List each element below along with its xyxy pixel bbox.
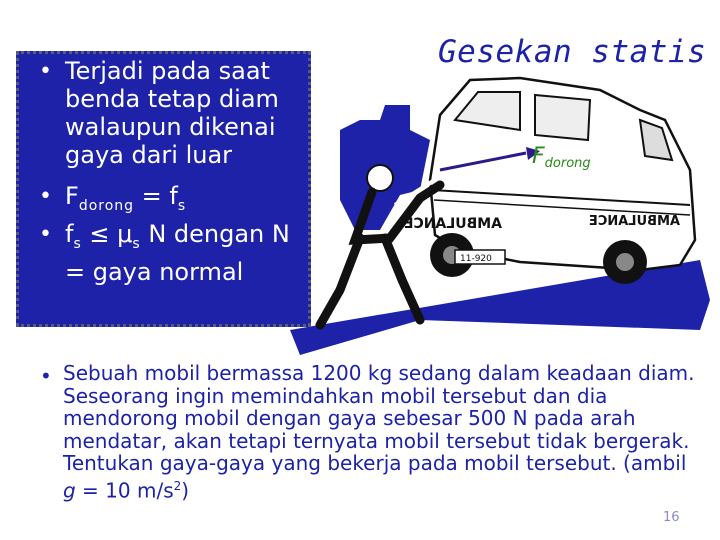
list-item: • $f_s \le \mu_s$ N dengan N = gaya normal (39, 220, 290, 286)
force-label: Fdorong (532, 144, 591, 171)
bullet-icon: • (39, 222, 52, 247)
concept-panel (16, 51, 311, 327)
list-item: • $F_{dorong} = f_s$ (39, 182, 187, 214)
problem-text: Sebuah mobil bermassa 1200 kg sedang dalam keadaan diam. Seseorang ingin memindahkan mobil tersebut dan dia mendorong mobil dengan gaya sebesar 500 N pada arah mendatar, akan tetapi ternyata mobil tersebut tidak bergerak. Tentukan gaya-gaya yang bekerja pada mobil tersebut. (ambil g = 10 $m/s^2$) (63, 361, 695, 503)
list-item: • Terjadi pada saat benda tetap diam walaupun dikenai gaya dari luar (39, 57, 279, 169)
bullet-icon: • (40, 364, 52, 388)
van-lettering-side: AMBULANCE (588, 214, 680, 229)
bullet-icon: • (39, 184, 52, 209)
bullet-icon: • (39, 59, 52, 84)
ground-shape (290, 260, 710, 355)
person-head (367, 165, 393, 191)
van-window (535, 95, 590, 140)
page-number: 16 (663, 510, 680, 525)
slide-title: Gesekan statis (438, 34, 707, 70)
van-hub (616, 253, 634, 271)
license-plate-text: 11-920 (460, 254, 492, 264)
van-lettering-front: AMBULANCE (403, 216, 502, 232)
